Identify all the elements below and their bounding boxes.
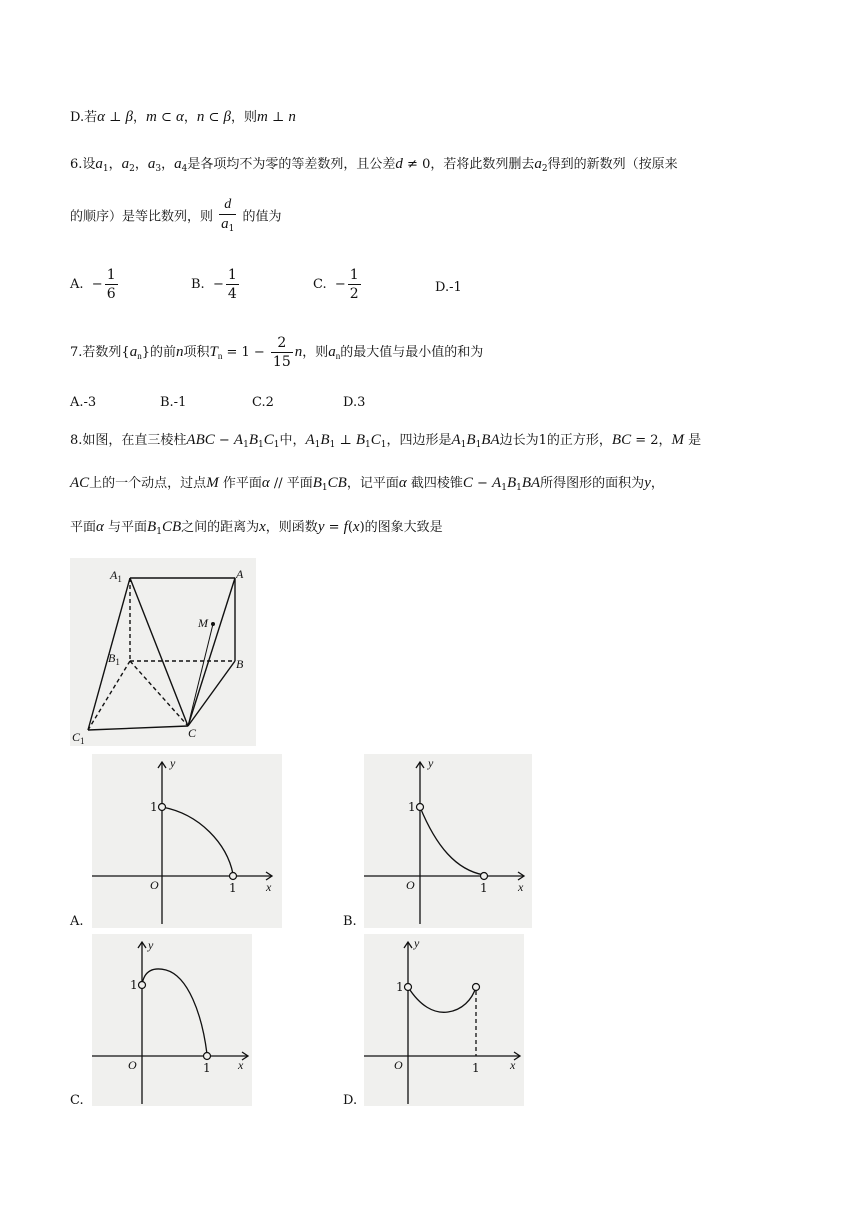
axis-x-label: x (238, 1058, 244, 1072)
tick-x-1: 1 (203, 1061, 211, 1075)
graph-a-label: A. (70, 914, 84, 929)
q5-option-d: D.若α ⊥ β，m ⊂ α，n ⊂ β，则m ⊥ n (70, 109, 296, 125)
axis-x-label: x (266, 880, 272, 894)
q6-option-b: B. − $\frac{1}{4}$ (191, 267, 237, 302)
label-b1: $B_1$ (108, 651, 120, 667)
axis-y-label: y (170, 756, 176, 770)
origin-label: O (406, 878, 415, 892)
tick-x-1: 1 (229, 881, 237, 895)
q6-stem-line2: 的顺序）是等比数列，则 $\frac{d}{a_1}$ 的值为 (70, 196, 282, 238)
tick-x-1: 1 (480, 881, 488, 895)
label-a: A (236, 567, 244, 581)
axis-y-label: y (414, 936, 420, 950)
q7-option-a: A.-3 (70, 395, 97, 410)
label-a1: $A_1$ (110, 568, 122, 584)
graph-option-c (92, 934, 252, 1106)
label-m: M (198, 616, 208, 630)
q6-option-a: A. − $\frac{1}{6}$ (70, 267, 116, 302)
graph-c-label: C. (70, 1093, 84, 1108)
q8-stem-line3: 平面α 与平面$B_1CB$之间的距离为x，则函数y = f(x)的图象大致是 (70, 519, 443, 537)
label-c1: $C_1$ (72, 730, 85, 746)
axis-y-label: y (428, 756, 434, 770)
label-c: C (188, 726, 197, 740)
tick-y-1: 1 (396, 980, 404, 994)
graph-option-d (364, 934, 524, 1106)
origin-label: O (150, 878, 159, 892)
q8-stem-line1: 8.如图，在直三棱柱ABC − $A_1B_1C_1$中，$A_1B_1$ ⊥ $B_1C_1$，四边形是$A_1B_1BA$边长为1的正方形，BC = 2，M 是 (70, 432, 702, 450)
tick-y-1: 1 (408, 800, 416, 814)
q6-option-d: D.-1 (435, 280, 462, 295)
q6-option-c: C. − $\frac{1}{2}$ (313, 267, 359, 302)
q6-stem-line1: 6.设$a_1$，$a_2$，$a_3$，$a_4$是各项均不为零的等差数列，且公差d ≠ 0，若将此数列删去$a_2$得到的新数列（按原来 (70, 156, 678, 174)
tick-x-1: 1 (472, 1061, 480, 1075)
origin-label: O (394, 1058, 403, 1072)
q8-stem-line2: AC上的一个动点，过点M 作平面α // 平面$B_1CB$，记平面α 截四棱锥$C - A_1B_1BA$所得图形的面积为y， (70, 475, 664, 493)
q7-stem: 7.若数列$\{a_n\}$的前n项积$T_n = 1$ − $\frac{2}{15}$ n，则$a_n$的最大值与最小值的和为 (70, 335, 484, 370)
tick-y-1: 1 (130, 978, 138, 992)
prism-figure (70, 558, 256, 746)
q7-option-c: C.2 (252, 395, 274, 410)
axis-x-label: x (510, 1058, 516, 1072)
axis-y-label: y (148, 938, 154, 952)
q7-option-d: D.3 (343, 395, 366, 410)
tick-y-1: 1 (150, 800, 158, 814)
graph-d-label: D. (343, 1093, 358, 1108)
graph-b-label: B. (343, 914, 357, 929)
graph-option-b (364, 754, 532, 928)
axis-x-label: x (518, 880, 524, 894)
q7-option-b: B.-1 (160, 395, 187, 410)
fraction-d-over-a1: $\frac{d}{a_1}$ (221, 197, 235, 234)
graph-option-a (92, 754, 282, 928)
origin-label: O (128, 1058, 137, 1072)
label-b: B (236, 657, 244, 671)
